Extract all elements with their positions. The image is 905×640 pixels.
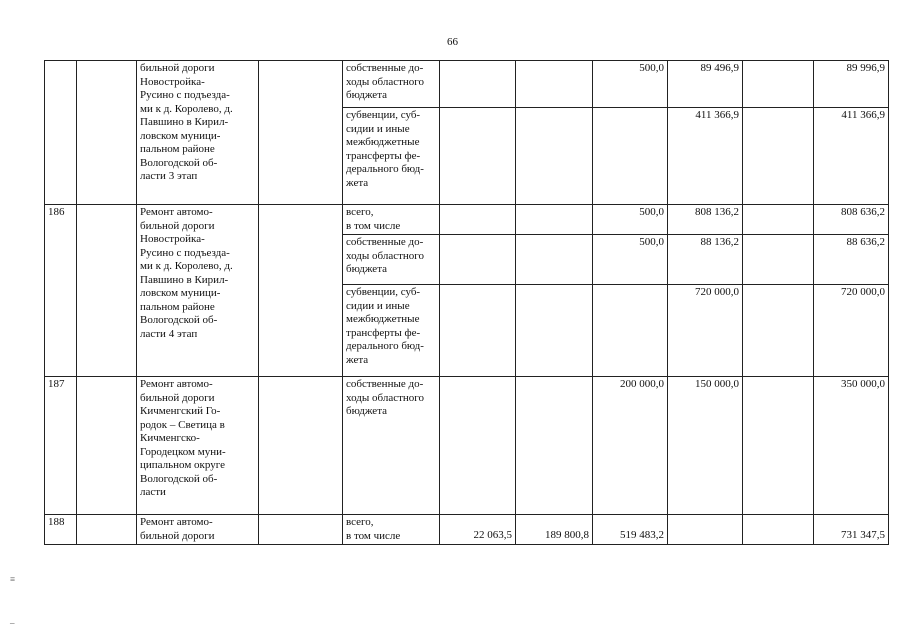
object-line: ми к д. Королево, д. bbox=[140, 260, 233, 272]
value-cell: 189 800,8 bbox=[516, 515, 593, 545]
object-line: Ремонт автомо- bbox=[140, 206, 213, 218]
object-line: ласти 4 этап bbox=[140, 327, 198, 340]
object-line: ловском муници- bbox=[140, 287, 221, 299]
value-cell bbox=[440, 205, 516, 235]
row-number-cell: 186 bbox=[45, 205, 77, 377]
object-line: бильной дороги bbox=[140, 62, 215, 74]
empty-cell bbox=[259, 61, 343, 205]
value-cell bbox=[593, 108, 668, 205]
value-cell bbox=[440, 235, 516, 285]
object-line: Вологодской об- bbox=[140, 314, 218, 326]
funding-source-cell: собственные до- ходы областного бюджета bbox=[343, 377, 440, 515]
table-row bbox=[45, 61, 889, 108]
object-line: Новостройка- bbox=[140, 75, 205, 88]
table-row bbox=[45, 515, 889, 545]
empty-cell bbox=[77, 377, 137, 515]
object-line: ловском муници- bbox=[140, 129, 221, 142]
value-cell: 720 000,0 bbox=[668, 285, 743, 377]
value-cell: 150 000,0 bbox=[668, 377, 743, 515]
object-line: Павшино в Кирил- bbox=[140, 273, 229, 286]
object-line: Ремонт автомо- bbox=[140, 516, 213, 528]
object-name-cell bbox=[137, 61, 259, 205]
value-cell bbox=[743, 285, 814, 377]
empty-cell bbox=[77, 515, 137, 545]
total-cell: 350 000,0 bbox=[814, 377, 889, 515]
object-line: Русино с подъезда- bbox=[140, 89, 230, 101]
value-cell bbox=[516, 377, 593, 515]
value-cell bbox=[440, 61, 516, 108]
margin-mark: ≡ bbox=[10, 574, 16, 584]
funding-source-cell: собственные до- ходы областного бюджета bbox=[343, 235, 440, 285]
value-cell bbox=[440, 108, 516, 205]
funding-source-cell: всего, в том числе bbox=[343, 515, 440, 545]
empty-cell bbox=[259, 515, 343, 545]
object-line: пальном районе bbox=[140, 143, 215, 155]
object-line: бильной дороги bbox=[140, 219, 215, 232]
page-number: 66 bbox=[447, 36, 458, 48]
budget-table bbox=[44, 60, 889, 545]
value-cell bbox=[516, 61, 593, 108]
value-cell bbox=[743, 235, 814, 285]
total-cell: 808 636,2 bbox=[814, 205, 889, 235]
table-row bbox=[45, 377, 889, 515]
object-line: ласти 3 этап bbox=[140, 170, 198, 182]
value-cell bbox=[743, 108, 814, 205]
value-cell bbox=[743, 515, 814, 545]
funding-source-cell: субвенции, суб- сидии и иные межбюджетные трансферты фе- дерального бюд- жета bbox=[343, 285, 440, 377]
value-cell: 411 366,9 bbox=[668, 108, 743, 205]
object-line: Вологодской об- bbox=[140, 472, 218, 485]
object-line: Новостройка- bbox=[140, 233, 205, 245]
object-line: пальном районе bbox=[140, 300, 215, 313]
object-line: ми к д. Королево, д. bbox=[140, 102, 233, 115]
funding-source-cell: собственные до- ходы областного бюджета bbox=[343, 61, 440, 108]
value-cell: 88 136,2 bbox=[668, 235, 743, 285]
value-cell bbox=[516, 205, 593, 235]
object-line: Городецком муни- bbox=[140, 445, 226, 458]
object-line: ципальном округе bbox=[140, 459, 225, 471]
object-name-cell bbox=[137, 205, 259, 377]
value-cell: 500,0 bbox=[593, 235, 668, 285]
empty-cell bbox=[259, 205, 343, 377]
value-cell: 500,0 bbox=[593, 61, 668, 108]
object-line: Ремонт автомо- bbox=[140, 378, 213, 390]
value-cell bbox=[668, 515, 743, 545]
value-cell bbox=[440, 285, 516, 377]
value-cell: 22 063,5 bbox=[440, 515, 516, 545]
value-cell: 500,0 bbox=[593, 205, 668, 235]
object-line: ласти bbox=[140, 486, 166, 498]
object-name-cell bbox=[137, 377, 259, 515]
table-row bbox=[45, 205, 889, 235]
empty-cell bbox=[77, 205, 137, 377]
value-cell: 808 136,2 bbox=[668, 205, 743, 235]
value-cell bbox=[516, 285, 593, 377]
empty-cell bbox=[77, 61, 137, 205]
empty-cell bbox=[259, 377, 343, 515]
value-cell bbox=[440, 377, 516, 515]
object-line: родок – Светица в bbox=[140, 418, 225, 431]
object-line: Русино с подъезда- bbox=[140, 246, 230, 259]
object-line: Кичменгско- bbox=[140, 432, 200, 444]
value-cell bbox=[593, 285, 668, 377]
row-number-cell: 187 bbox=[45, 377, 77, 515]
value-cell bbox=[516, 108, 593, 205]
total-cell: 731 347,5 bbox=[814, 515, 889, 545]
total-cell: 411 366,9 bbox=[814, 108, 889, 205]
margin-mark: – bbox=[10, 618, 15, 628]
object-line: бильной дороги bbox=[140, 391, 215, 404]
value-cell: 519 483,2 bbox=[593, 515, 668, 545]
value-cell: 89 496,9 bbox=[668, 61, 743, 108]
object-line: бильной дороги bbox=[140, 529, 215, 542]
object-line: Кичменгский Го- bbox=[140, 405, 221, 417]
object-line: Вологодской об- bbox=[140, 156, 218, 169]
row-number-cell bbox=[45, 61, 77, 205]
object-line: Павшино в Кирил- bbox=[140, 116, 229, 128]
value-cell bbox=[743, 377, 814, 515]
value-cell: 200 000,0 bbox=[593, 377, 668, 515]
value-cell bbox=[743, 205, 814, 235]
total-cell: 88 636,2 bbox=[814, 235, 889, 285]
total-cell: 720 000,0 bbox=[814, 285, 889, 377]
row-number-cell: 188 bbox=[45, 515, 77, 545]
object-name-cell bbox=[137, 515, 259, 545]
funding-source-cell: субвенции, суб- сидии и иные межбюджетные трансферты фе- дерального бюд- жета bbox=[343, 108, 440, 205]
total-cell: 89 996,9 bbox=[814, 61, 889, 108]
value-cell bbox=[743, 61, 814, 108]
value-cell bbox=[516, 235, 593, 285]
funding-source-cell: всего, в том числе bbox=[343, 205, 440, 235]
